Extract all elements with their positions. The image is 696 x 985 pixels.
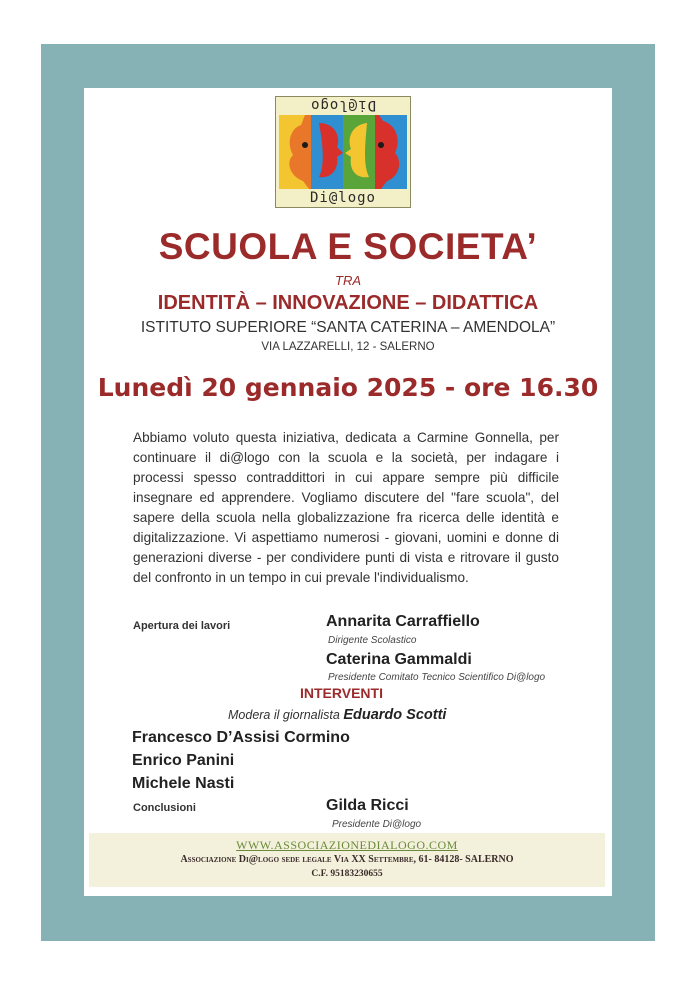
- logo-bottom-text: Di@logo: [309, 190, 376, 206]
- dialogo-logo: [275, 96, 411, 208]
- logo-top-text: Di@logo: [310, 97, 377, 113]
- interventi-heading: INTERVENTI: [300, 685, 383, 701]
- event-date: Lunedì 20 gennaio 2025 - ore 16.30: [97, 373, 599, 402]
- association-address: Associazione Di@logo sede legale Via XX Settembre, 61- 84128- SALERNO: [180, 854, 514, 865]
- closing-speaker-name: Gilda Ricci: [326, 797, 409, 814]
- panelist-name: Michele Nasti: [132, 775, 235, 792]
- moderator-prefix: Modera il giornalista: [228, 708, 340, 722]
- logo-faces-graphic: [279, 115, 407, 189]
- moderator-line: [228, 707, 446, 723]
- apertura-label: Apertura dei lavori: [133, 620, 231, 632]
- speaker-role: Presidente Comitato Tecnico Scientifico Di@logo: [328, 672, 546, 683]
- institute-name: ISTITUTO SUPERIORE “SANTA CATERINA – AMENDOLA”: [140, 319, 556, 336]
- tax-code: C.F. 95183230655: [311, 869, 383, 879]
- event-subtitle: IDENTITÀ – INNOVAZIONE – DIDATTICA: [157, 292, 539, 314]
- institute-address: VIA LAZZARELLI, 12 - SALERNO: [261, 341, 435, 353]
- footer-box: [89, 833, 605, 887]
- event-title: SCUOLA E SOCIETA’: [158, 226, 538, 267]
- speaker-name: Annarita Carraffiello: [326, 613, 480, 630]
- closing-speaker-role: Presidente Di@logo: [332, 819, 422, 830]
- panelist-name: Francesco D’Assisi Cormino: [132, 729, 350, 746]
- intro-paragraph: Abbiamo voluto questa iniziativa, dedicata a Carmine Gonnella, per continuare il di@logo con la scuola e la società, per indagare i processi spesso contraddittori in cui appare sempre più difficile insegnare ed apprendere. Vogliamo discutere del "fare scuola", del sapere della scuola nella globalizzazione fra ricerca delle identità e digitalizzazione. Vi aspettiamo numerosi - giovani, uomini e donne di generazioni diverse - per condividere punti di vista e ritrovare il gusto del confronto in un tempo in cui prevale l'individualismo.: [133, 430, 559, 585]
- speaker-role: Dirigente Scolastico: [328, 635, 417, 646]
- speaker-name: Caterina Gammaldi: [326, 651, 472, 668]
- conclusioni-label: Conclusioni: [133, 802, 196, 814]
- panelist-name: Enrico Panini: [132, 752, 235, 769]
- moderator-name: Eduardo Scotti: [343, 707, 447, 723]
- tra-label: TRA: [335, 273, 361, 288]
- website-link[interactable]: WWW.ASSOCIAZIONEDIALOGO.COM: [236, 838, 458, 852]
